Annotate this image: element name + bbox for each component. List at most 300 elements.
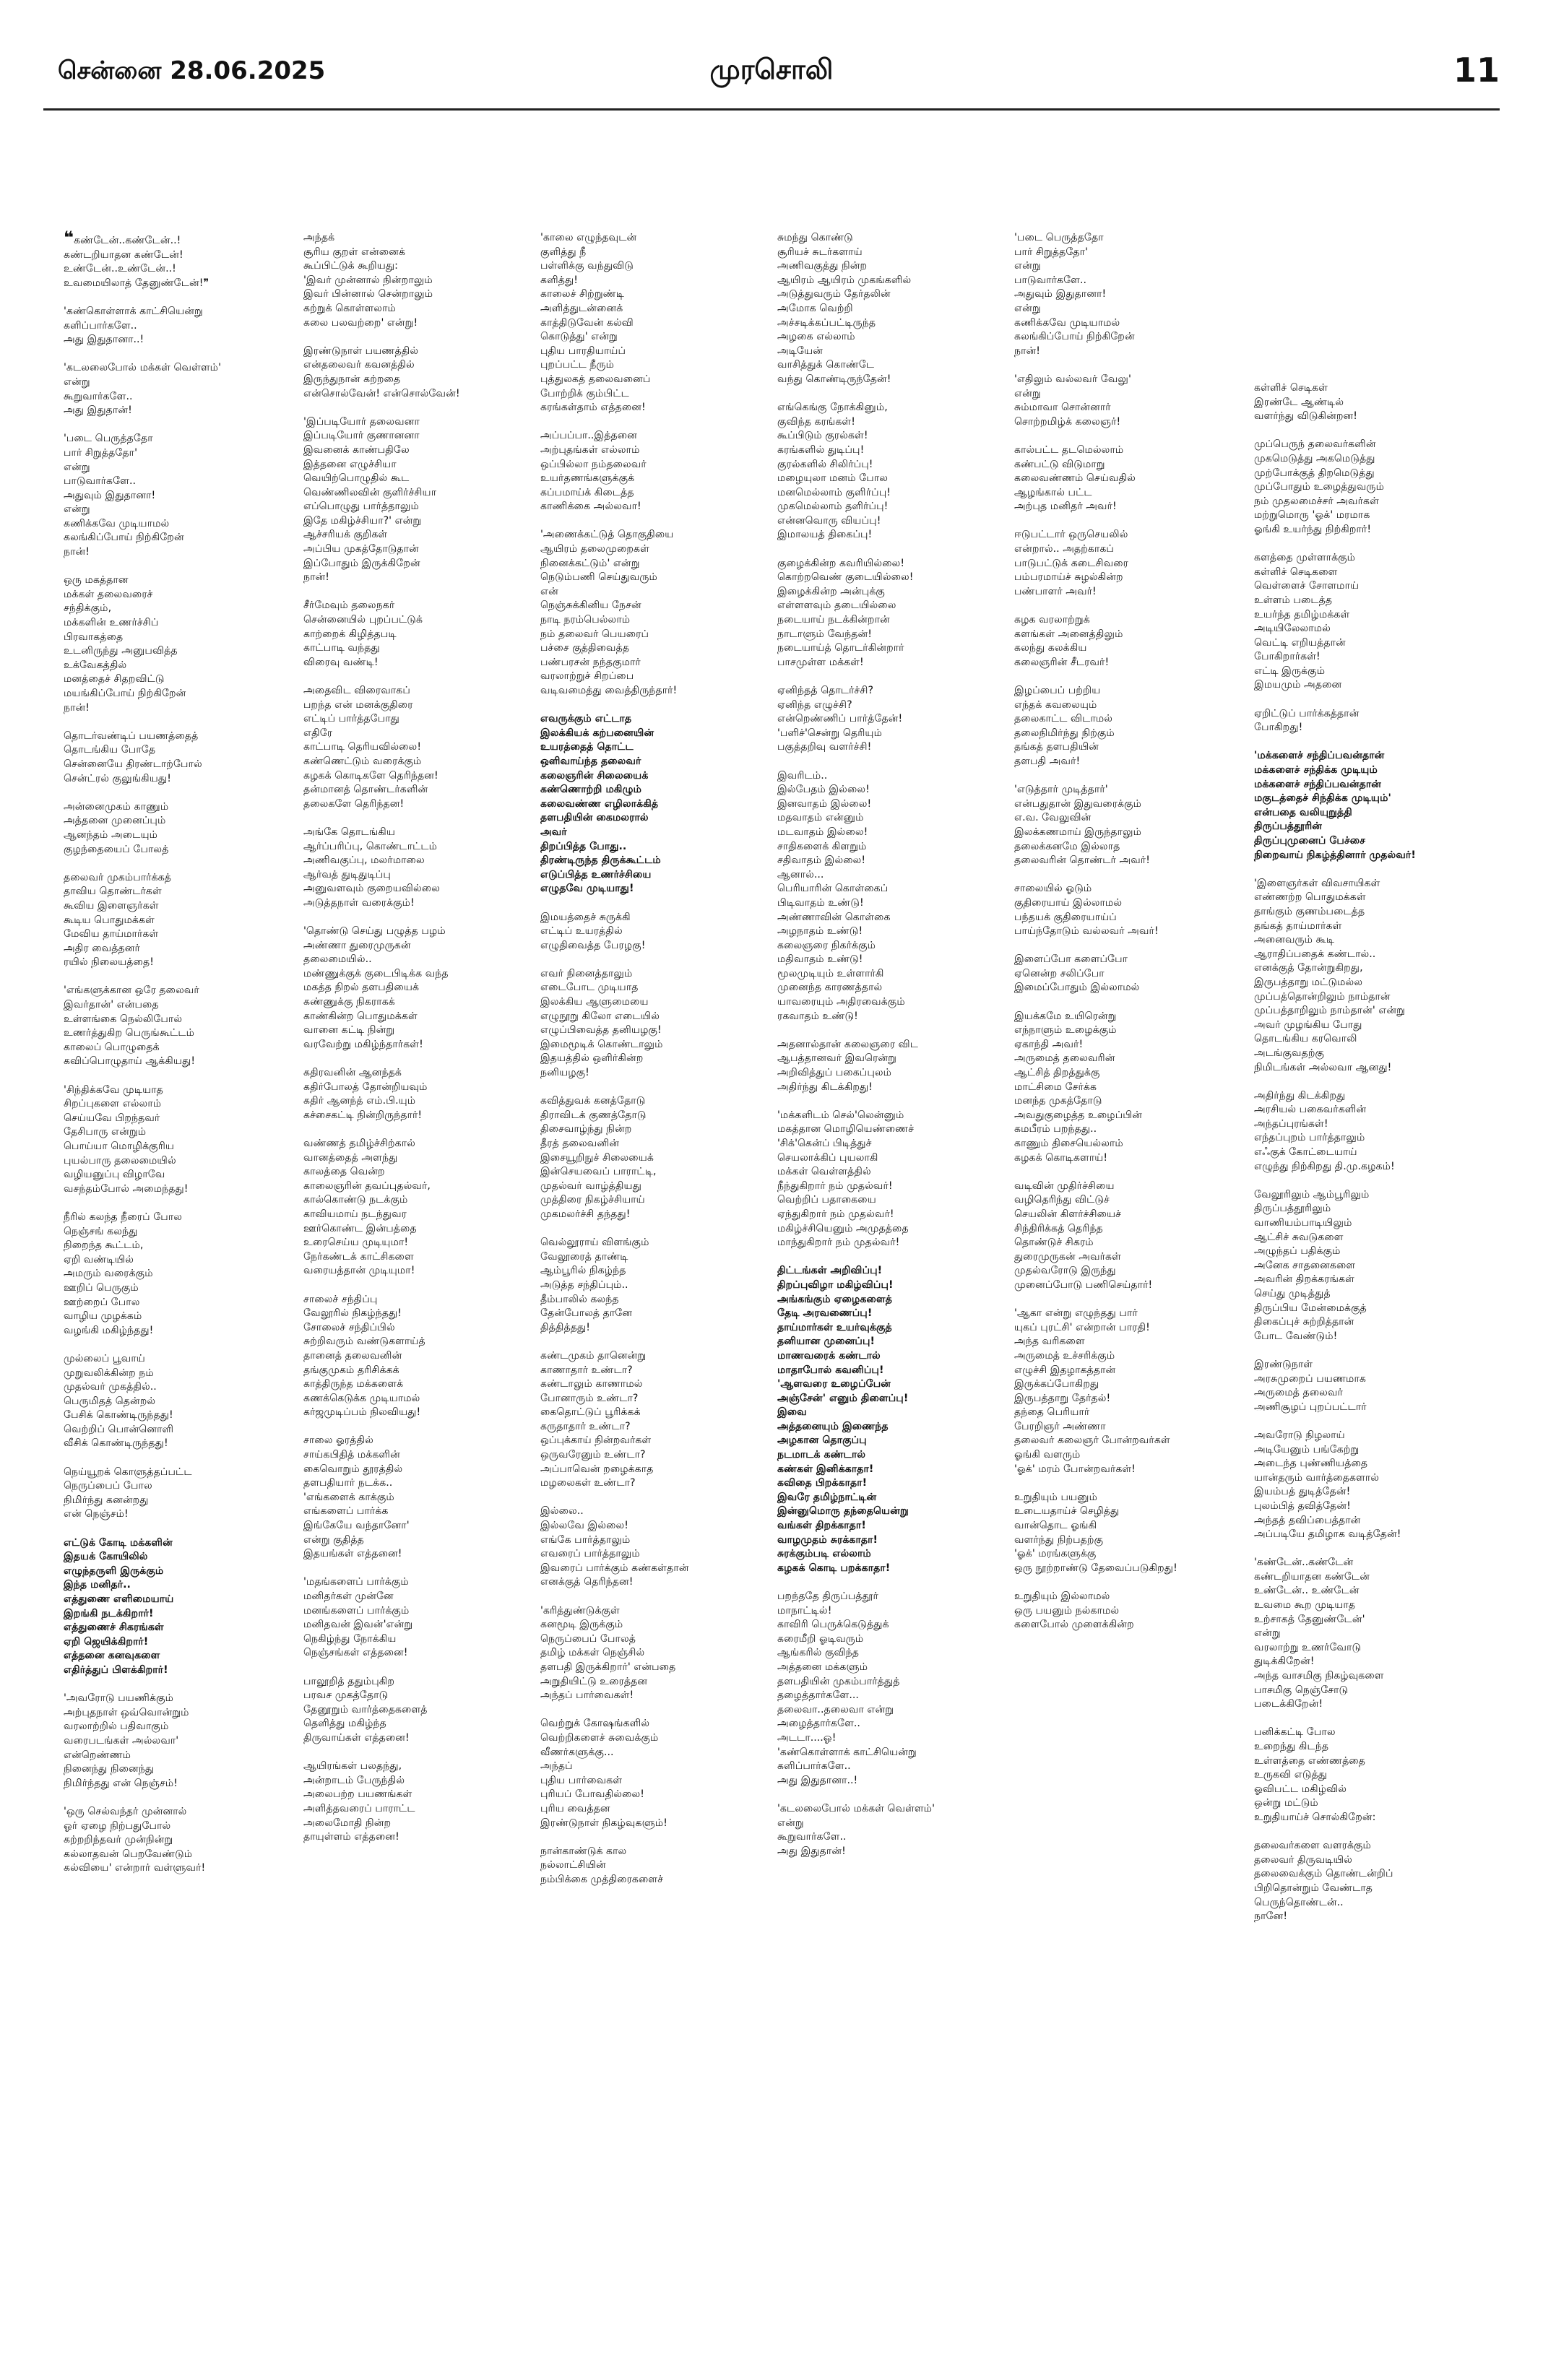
poem-line: வடிவின் முதிர்ச்சியை bbox=[1014, 1180, 1115, 1192]
poem-line: தளபதியின் முகம்பார்த்துத் bbox=[777, 1675, 900, 1687]
poem-line: திராவிடக் குணத்தோடு bbox=[540, 1109, 647, 1121]
poem-line: திருப்பத்தூரிலும் bbox=[1254, 1203, 1331, 1215]
poem-line: புதிய பார்வைகள் bbox=[540, 1774, 623, 1786]
poem-line: ஒரு மகத்தான bbox=[64, 574, 129, 587]
poem-stanza bbox=[1254, 1839, 1500, 1924]
poem-line: இதே மகிழ்ச்சியா?' என்று bbox=[303, 514, 422, 527]
poem-line: எனக்குத் தோன்றுகிறது, bbox=[1254, 962, 1363, 974]
poem-line: அரசியல் பகைவர்களின் bbox=[1254, 1104, 1367, 1116]
poem-line: வெள்ளைச் சோளமாய் bbox=[1254, 580, 1360, 592]
poem-line: நீரில் கலந்த நீரைப் போல bbox=[64, 1211, 183, 1223]
poem-stanza bbox=[64, 1083, 309, 1197]
poem-column-1 bbox=[64, 228, 309, 1890]
poem-line: என்று bbox=[1014, 302, 1041, 314]
poem-line: திறப்பித்த போது.. bbox=[540, 840, 627, 852]
poem-line: நாடாளும் வேந்தன்! bbox=[777, 628, 872, 640]
poem-line: எழுதவே முடியாது! bbox=[540, 883, 634, 895]
poem-line: இப்படியோர் குணானனா bbox=[303, 430, 420, 442]
poem-line: அண்ணா துரைமுருகன் bbox=[303, 939, 411, 951]
poem-line: என்று bbox=[777, 1817, 804, 1829]
poem-stanza bbox=[1254, 1089, 1500, 1174]
poem-line: ஓங்கி உயர்ந்து நிற்கிறார்! bbox=[1254, 523, 1372, 535]
poem-line: அறிவித்துப் பகைப்புலம் bbox=[777, 1067, 892, 1079]
poem-line: திருவாய்கள் எத்தனை! bbox=[303, 1731, 410, 1744]
poem-line: என்தலைவர் கவனத்தில் bbox=[303, 359, 415, 371]
poem-line: 'மதங்களைப் பார்க்கும் bbox=[303, 1576, 409, 1588]
poem-line: அடடா....ஓ! bbox=[777, 1731, 837, 1744]
poem-line: தலைவரின் தொண்டர் அவர்! bbox=[1014, 854, 1150, 867]
poem-line: அற்புதங்கள் எல்லாம் bbox=[540, 443, 640, 456]
poem-line: கள்ளிச் செடிகள் bbox=[1254, 382, 1328, 394]
poem-line: முத்திரை நிகழ்ச்சியாய் bbox=[540, 1194, 645, 1206]
poem-line: அந்தப் bbox=[540, 1760, 573, 1773]
poem-line: இதயக் கோயிலில் bbox=[64, 1551, 148, 1563]
poem-line: தனியான முனைப்பு! bbox=[777, 1336, 876, 1348]
poem-line: காத்திருந்த மக்களைக் bbox=[303, 1378, 404, 1390]
poem-line: கூப்பிட்டுக் கூறியது: bbox=[303, 260, 398, 272]
poem-line: வேலூரைத் தாண்டி bbox=[540, 1250, 628, 1263]
poem-line: வழியனுப்பு விழாவே bbox=[64, 1169, 165, 1181]
poem-line: அப்பப்பா..இத்தனை bbox=[540, 430, 637, 442]
poem-line: இத்தனை எழுச்சியா bbox=[303, 458, 397, 470]
poem-line: இளைப்போ களைப்போ bbox=[1014, 953, 1128, 966]
poem-line: சென்ட்ரல் குலுங்கியது! bbox=[64, 772, 171, 784]
poem-line: உறுதியும் பயனும் bbox=[1014, 1491, 1098, 1503]
poem-line: ஓர் ஏழை நிற்பதுபோல் bbox=[64, 1819, 171, 1832]
poem-line: களிப்பார்களே.. bbox=[777, 1760, 851, 1773]
poem-line: கைவொறும் தூரத்தில் bbox=[303, 1463, 403, 1475]
poem-line: அண்ணாவின் கொள்கை bbox=[777, 911, 891, 923]
poem-line: உக்வேகத்தில் bbox=[64, 659, 127, 671]
poem-line: வெற்றிப் பதாகையை bbox=[777, 1194, 876, 1206]
poem-line: எவரைப் பார்த்தாலும் bbox=[540, 1548, 640, 1560]
poem-stanza bbox=[1014, 1180, 1260, 1293]
poem-line: அடுத்த சந்திப்பும்.. bbox=[540, 1278, 628, 1291]
poem-line: நான்! bbox=[64, 546, 90, 558]
poem-line: அந்தக் bbox=[303, 232, 335, 243]
poem-line: முப்போதும் உழைத்துவரும் bbox=[1254, 481, 1384, 493]
poem-line: பம்பரமாய்ச் சுழல்கின்ற bbox=[1014, 571, 1123, 584]
poem-line: செயலின் கிளர்ச்சியைச் bbox=[1014, 1208, 1122, 1220]
poem-line: பாடுபட்டுக் கடைசிவரை bbox=[1014, 557, 1128, 569]
poem-line: எடைபோட முடியாத bbox=[540, 982, 639, 994]
poem-stanza bbox=[64, 432, 309, 559]
poem-line: கவிதை பிறக்காதா! bbox=[777, 1477, 868, 1489]
poem-stanza bbox=[1014, 783, 1260, 868]
poem-line: இனவாதம் இல்லை! bbox=[777, 797, 872, 810]
poem-line: திறப்புவிழா மகிழ்விப்பு! bbox=[777, 1278, 894, 1291]
poem-stanza bbox=[303, 599, 549, 670]
poem-line: இந்த மனிதர்.. bbox=[64, 1579, 131, 1591]
poem-line: 'ஒரு செல்வந்தர் முன்னால் bbox=[64, 1805, 187, 1817]
poem-line: அத்தனை முனைப்பும் bbox=[64, 815, 166, 827]
poem-stanza bbox=[1014, 953, 1260, 995]
poem-line: நம் தலைவர் பெயரைப் bbox=[540, 628, 649, 640]
poem-line: என்று குதித்த bbox=[303, 1533, 364, 1546]
poem-line: எழுச்சி இதழாகத்தான் bbox=[1014, 1364, 1116, 1376]
poem-stanza bbox=[64, 984, 309, 1069]
poem-line: ஏனென்ற சலிப்போ bbox=[1014, 967, 1105, 979]
poem-line: அறுதியிட்டு உரைத்தன bbox=[540, 1675, 648, 1687]
poem-line: எதிர்த்துப் பிளக்கிறார்! bbox=[64, 1663, 168, 1676]
poem-line: கலைஞரை நிகர்க்கும் bbox=[777, 939, 876, 951]
poem-line: இழைக்கின்ற அன்புக்கு bbox=[777, 585, 885, 597]
poem-line: உரைசெய்ய முடியுமா! bbox=[303, 1237, 409, 1249]
poem-line: பச்சை குத்திவைத்த bbox=[540, 642, 630, 654]
poem-line: எழுந்தருளி இருக்கும் bbox=[64, 1565, 164, 1577]
poem-line: கரங்கள்தாம் எத்தனை! bbox=[540, 402, 646, 414]
poem-line: வெற்றிப் பொன்னொளி bbox=[64, 1423, 174, 1435]
poem-line: களைபோல் முளைக்கின்ற bbox=[1014, 1619, 1134, 1631]
poem-line: அதிர்ந்து கிடக்கிறது bbox=[1254, 1089, 1346, 1102]
poem-line: மாட்சிமை சேர்க்க bbox=[1014, 1081, 1097, 1093]
poem-line: ஊற்றைப் போல bbox=[64, 1296, 140, 1308]
poem-line: ஒரு நூற்றாண்டு தேவைப்படுகிறது! bbox=[1014, 1562, 1177, 1574]
poem-stanza bbox=[777, 1038, 1023, 1094]
poem-line: அஞ்சேன்' எனும் திளைப்பு! bbox=[777, 1392, 909, 1404]
poem-stanza bbox=[1254, 749, 1500, 862]
poem-line: யுகப் புரட்சி' என்றான் பாரதி! bbox=[1014, 1321, 1150, 1333]
poem-line: இன்செயவைப் பாராட்டி, bbox=[540, 1166, 657, 1178]
poem-line: கவிப்பொழுதாய் ஆக்கியது! bbox=[64, 1055, 196, 1068]
poem-line: இரண்டே ஆண்டில் bbox=[1254, 396, 1344, 408]
poem-stanza bbox=[1254, 551, 1500, 693]
poem-line: ஊறிப் பெருகும் bbox=[64, 1281, 139, 1294]
page-number: 11 bbox=[1453, 51, 1500, 90]
poem-line: அழகை எல்லாம் bbox=[777, 331, 855, 343]
poem-line: ஆபத்தானவர் இவரென்று bbox=[777, 1052, 897, 1065]
poem-stanza bbox=[64, 1805, 309, 1876]
poem-line: கல்வியை' என்றார் வள்ளுவர்! bbox=[64, 1862, 206, 1874]
poem-line: செய்யவே பிறந்தவர் bbox=[64, 1112, 160, 1124]
poem-stanza bbox=[1014, 231, 1260, 358]
poem-line: ஆம்பூரில் நிகழ்ந்த bbox=[540, 1265, 626, 1277]
poem-column-3 bbox=[540, 231, 786, 1901]
poem-line: அதுவும் இதுதானா! bbox=[1014, 288, 1107, 300]
poem-line: சாலை ஓரத்தில் bbox=[303, 1435, 373, 1447]
poem-line: அது இதுதான்! bbox=[64, 404, 132, 417]
poem-line: நான்! bbox=[64, 701, 90, 714]
poem-line: கதிரவனின் ஆனந்தக் bbox=[303, 1067, 402, 1079]
poem-line: கழகக் கொடிகளாய்! bbox=[1014, 1151, 1108, 1164]
poem-stanza bbox=[777, 769, 1023, 1024]
poem-line: பள்ளிக்கு வந்துவிடு bbox=[540, 260, 634, 272]
poem-column-6 bbox=[1254, 381, 1500, 1938]
poem-line: கண்டாலும் காணாமல் bbox=[540, 1378, 643, 1390]
poem-line: பெருந்தொண்டன்.. bbox=[1254, 1896, 1344, 1908]
poem-line: ஆழங்கால் பட்ட bbox=[1014, 486, 1092, 498]
poem-line: முகமெடுத்து அகமெடுத்து bbox=[1254, 452, 1375, 464]
poem-line: குழைக்கின்ற கவரியில்லை! bbox=[777, 557, 905, 569]
poem-line: தீம்பாலில் கலந்த bbox=[540, 1293, 619, 1305]
poem-stanza bbox=[1254, 707, 1500, 735]
poem-line: தேசிபாரு என்றும் bbox=[64, 1126, 147, 1138]
poem-line: ஈடுபட்டார் ஒருசெயலில் bbox=[1014, 529, 1128, 541]
poem-line: 'மக்களைச் சந்திப்பவன்தான் bbox=[1254, 750, 1385, 762]
poem-line: துடிக்கிறேன்! bbox=[1254, 1656, 1315, 1668]
poem-line: கால்பட்ட தடமெல்லாம் bbox=[1014, 443, 1124, 456]
poem-line: 'சிந்திக்கவே முடியாத bbox=[64, 1083, 163, 1096]
poem-stanza bbox=[303, 1434, 549, 1561]
poem-line: தாங்கும் குணம்படைத்த bbox=[1254, 905, 1365, 917]
poem-line: தளபதியின் கைமலரால் bbox=[540, 812, 649, 824]
poem-stanza bbox=[1014, 528, 1260, 599]
poem-line: அழநாதம் உண்டு! bbox=[777, 925, 863, 938]
poem-line: பெரியாரின் கொள்கைப் bbox=[777, 883, 889, 895]
poem-line: நிமிர்ந்தது என் நெஞ்சம்! bbox=[64, 1777, 178, 1789]
poem-line: கண்பட்டு விடுமாறு bbox=[1014, 458, 1105, 470]
poem-stanza bbox=[64, 1211, 309, 1338]
poem-line: பொய்யா மொழிக்குரிய bbox=[64, 1141, 175, 1152]
poem-line: சாய்கபிதித் மக்களின் bbox=[303, 1449, 400, 1461]
poem-line: களங்கள் அனைத்திலும் bbox=[1014, 628, 1123, 640]
poem-stanza bbox=[777, 557, 1023, 670]
poem-line: 'அணைக்கட்டுத் தொகுதியை bbox=[540, 529, 674, 541]
poem-line: கொற்றவெண் குடையில்லை! bbox=[777, 571, 914, 584]
poem-line: 'இளைஞர்கள் விவசாயிகள் bbox=[1254, 877, 1380, 889]
poem-line: எத்தனை கனவுகளை bbox=[64, 1650, 160, 1662]
poem-line: உடனிருந்து அனுபவித்த bbox=[64, 645, 178, 657]
poem-line: மழலைகள் உண்டா? bbox=[540, 1477, 636, 1489]
poem-line: என்னவொரு வியப்பு! bbox=[777, 514, 881, 527]
poem-line: 'எங்களைக் காக்கும் bbox=[303, 1491, 394, 1503]
poem-line: 'படை பெருத்ததோ bbox=[1014, 232, 1104, 243]
poem-line: குளித்து நீ bbox=[540, 246, 587, 258]
poem-line: ஏந்துகிறார் நம் முதல்வர்! bbox=[777, 1208, 894, 1220]
poem-stanza bbox=[777, 1109, 1023, 1250]
poem-line: உவமை கூற முடியாத bbox=[1254, 1599, 1356, 1611]
poem-line: சூரிய குறள் என்னைக் bbox=[303, 246, 406, 258]
poem-line: மாதாபோல் கவனிப்பு! bbox=[777, 1364, 884, 1376]
poem-line: களிப்பார்களே.. bbox=[64, 319, 137, 332]
poem-stanza bbox=[1254, 1188, 1500, 1344]
poem-line: பாய்ந்தோடும் வல்லவர் அவர்! bbox=[1014, 925, 1159, 938]
poem-stanza bbox=[1254, 877, 1500, 1075]
poem-line: போனாரும் உண்டா? bbox=[540, 1392, 639, 1404]
poem-line: வீசிக் கொண்டிருந்தது! bbox=[64, 1437, 168, 1450]
poem-column-5 bbox=[1014, 231, 1260, 1646]
poem-line: தொடங்கிய போதே bbox=[64, 744, 156, 756]
poem-line: அச்சடிக்கப்பட்டிருந்த bbox=[777, 316, 876, 329]
poem-line: களத்தை முள்ளாக்கும் bbox=[1254, 552, 1356, 564]
poem-line: தளபதியார் நடக்க.. bbox=[303, 1477, 393, 1489]
poem-line: நான்காண்டுக் கால bbox=[540, 1845, 627, 1857]
poem-line: கருதாதார் உண்டா? bbox=[540, 1420, 631, 1432]
poem-line: அவரின் திறக்கரங்கள் bbox=[1254, 1273, 1354, 1286]
poem-line: எட்டுக் கோடி மக்களின் bbox=[64, 1536, 173, 1549]
poem-line: அலைமோதி நின்ற bbox=[303, 1817, 392, 1829]
poem-line: முனைந்த காரணத்தால் bbox=[777, 982, 883, 994]
poem-line: நானே! bbox=[1254, 1911, 1288, 1923]
poem-line: இருக்கப்போகிறது bbox=[1014, 1378, 1099, 1390]
poem-line: நான்! bbox=[1014, 345, 1040, 357]
poem-stanza bbox=[64, 1692, 309, 1791]
poem-line: ஏறி ஜெயிக்கிறார்! bbox=[64, 1635, 149, 1648]
poem-line: சந்திக்கும், bbox=[64, 602, 112, 615]
poem-stanza bbox=[540, 429, 786, 514]
poem-line: கமபீரம் பறந்தது.. bbox=[1014, 1123, 1097, 1135]
poem-line: மக்கள் தலைவரைச் bbox=[64, 588, 153, 600]
poem-line: காட்பாடி தெரியவில்லை! bbox=[303, 741, 422, 753]
poem-line: ஆயிரங்கள் பலதந்து, bbox=[303, 1760, 402, 1773]
poem-line: போகிறது! bbox=[1254, 722, 1303, 734]
poem-line: அடியேனும் பங்கேற்று bbox=[1254, 1443, 1360, 1455]
poem-line: மனமெல்லாம் குளிர்ப்பு! bbox=[777, 486, 891, 498]
poem-line: எடுப்பித்த உணர்ச்சியை bbox=[540, 868, 652, 880]
poem-line: இமயத்தைச் சுருக்கி bbox=[540, 911, 631, 923]
poem-line: உள்ளத்தை எண்ணத்தை bbox=[1254, 1754, 1365, 1767]
poem-line: எட்டி இருக்கும் bbox=[1254, 665, 1326, 677]
poem-line: வரலாற்றில் பதிவாகும் bbox=[64, 1721, 169, 1733]
poem-line: அங்கே தொடங்கிய bbox=[303, 826, 396, 838]
poem-line: எந்தக் கவலையும் bbox=[1014, 698, 1097, 711]
poem-line: வரையத்தான் முடியுமா! bbox=[303, 1265, 415, 1277]
poem-line: மகத்த நிறல் தளபதியைக் bbox=[303, 982, 420, 994]
poem-line: பனிக்கட்டி போல bbox=[1254, 1726, 1336, 1739]
poem-line: குரல்களில் சிலிர்ப்பு! bbox=[777, 458, 873, 470]
poem-line: கண்டமுகம் தானென்று bbox=[540, 1349, 647, 1362]
poem-line: கர்ஜமுடிப்பம் நிலவியது! bbox=[303, 1406, 421, 1419]
poem-line: அந்தப் பார்வைகள்! bbox=[540, 1689, 634, 1702]
poem-line: அடைந்த புண்ணியத்தை bbox=[1254, 1458, 1368, 1470]
poem-line: அவதுகுழைத்த உழைப்பின் bbox=[1014, 1109, 1142, 1121]
poem-line: யாவரையும் அதிரவைக்கும் bbox=[777, 996, 905, 1008]
poem-stanza bbox=[303, 345, 549, 401]
poem-line: இவரிடம்.. bbox=[777, 769, 828, 782]
poem-line: என்று bbox=[1014, 260, 1041, 272]
poem-line: 'எடுத்தார் முடித்தார்' bbox=[1014, 784, 1108, 796]
poem-line: அது இதுதானா..! bbox=[64, 334, 144, 346]
poem-line: தாய்மார்கள் உயர்வுக்குத் bbox=[777, 1321, 892, 1333]
poem-line: முறுவலிக்கின்ற நம் bbox=[64, 1367, 154, 1379]
poem-line: இலக்கியக் கற்பனையின் bbox=[540, 727, 654, 739]
poem-line: முல்லைப் பூவாய் bbox=[64, 1352, 145, 1364]
poem-line: அந்தப்புரங்கள்! bbox=[1254, 1117, 1328, 1130]
poem-line: தலைமையில்.. bbox=[303, 953, 372, 966]
poem-line: இதயங்கள் எத்தனை! bbox=[303, 1548, 402, 1560]
poem-stanza bbox=[64, 228, 309, 290]
poem-stanza bbox=[1014, 373, 1260, 429]
poem-line: ஆராதிப்பதைக் கண்டால்.. bbox=[1254, 948, 1376, 960]
poem-line: இரண்டுநாள் bbox=[1254, 1358, 1313, 1370]
poem-line: வெற்றுக் கோஷங்களில் bbox=[540, 1718, 650, 1730]
poem-line: தெளித்து மகிழ்ந்த bbox=[303, 1718, 386, 1730]
poem-line: புறப்பட்ட நீரும் bbox=[540, 359, 615, 371]
poem-line: வளர்ந்து விடுகின்றன! bbox=[1254, 410, 1357, 423]
poem-line: வெற்றிகளைச் சுவைக்கும் bbox=[540, 1731, 659, 1744]
poem-line: ஆர்ப்பரிப்பு, கொண்டாட்டம் bbox=[303, 840, 438, 852]
poem-line: வானை கட்டி நின்று bbox=[303, 1024, 395, 1037]
poem-line: 'ஆளவரை உழைப்பேன் bbox=[777, 1378, 891, 1390]
poem-line: நெடும்பணி செய்துவரும் bbox=[540, 571, 657, 584]
poem-line: எவருக்கும் எட்டாத bbox=[540, 713, 632, 725]
poem-stanza bbox=[64, 1352, 309, 1451]
poem-stanza bbox=[64, 361, 309, 417]
poem-line: காணாதார் உண்டா? bbox=[540, 1364, 633, 1376]
poem-stanza bbox=[64, 1536, 309, 1678]
poem-line: மற்றுமொரு 'ஓக்' மரமாக bbox=[1254, 509, 1370, 522]
poem-line: பார் சிறுத்ததோ' bbox=[64, 446, 137, 459]
poem-line: நிறைவாய் நிகழ்த்தினார் முதல்வர்! bbox=[1254, 849, 1416, 861]
poem-line: 'இப்படியோர் தலைவனா bbox=[303, 415, 420, 428]
poem-line: வாழிய முழக்கம் bbox=[64, 1310, 142, 1323]
poem-line: வந்து கொண்டிருந்தேன்! bbox=[777, 373, 891, 385]
poem-line: உண்டேன்.. உண்டேன் bbox=[1254, 1585, 1360, 1597]
poem-line: குழந்தையைப் போலத் bbox=[64, 843, 169, 855]
poem-line: இவனைக் காண்பதிலே bbox=[303, 443, 410, 456]
poem-line: வழங்கி மகிழ்ந்தது! bbox=[64, 1324, 154, 1336]
poem-line: இசையூறிநுச் சிலையைக் bbox=[540, 1151, 654, 1164]
poem-line: பரவச முகத்தோடு bbox=[303, 1689, 389, 1702]
poem-line: நிமிர்ந்து கனன்றது bbox=[64, 1494, 149, 1506]
poem-line: பகுத்தறிவு வளர்ச்சி! bbox=[777, 741, 872, 753]
poem-stanza bbox=[777, 231, 1023, 387]
poem-line: தங்குமுகம் தரிசிக்கக் bbox=[303, 1364, 399, 1376]
poem-line: பேரறிஞர் அண்ணா bbox=[1014, 1420, 1106, 1432]
poem-line: குதிரையாய் இல்லாமல் bbox=[1014, 896, 1123, 909]
poem-stanza bbox=[540, 1094, 786, 1221]
poem-line: இலக்கிய ஆளுமையை bbox=[540, 996, 649, 1008]
poem-line: முப்பத்தொன்றிலும் நாம்தான் bbox=[1254, 990, 1391, 1003]
poem-line: அப்படியே தமிழாக வடித்தேன்! bbox=[1254, 1528, 1401, 1541]
poem-line: இன்னுமொரு தந்தையென்று bbox=[777, 1505, 909, 1518]
poem-line: உயர்தணங்களுக்குக் bbox=[540, 472, 635, 485]
poem-line: சதிவாதம் இல்லை! bbox=[777, 854, 866, 867]
poem-line: வசந்தம்போல் அமைந்தது! bbox=[64, 1182, 189, 1195]
poem-line: ஒருவரேனும் உண்டா? bbox=[540, 1449, 646, 1461]
poem-line: தீரத் தலைவனின் bbox=[540, 1138, 620, 1149]
poem-line: கப்பமாய்க் கிடைத்த bbox=[540, 486, 634, 498]
poem-line: எழுப்பிவைத்த தனியழகு! bbox=[540, 1024, 662, 1037]
poem-line: கண்ணெட்டும் வரைக்கும் bbox=[303, 755, 422, 767]
poem-line: மேவிய தாய்மார்கள் bbox=[64, 928, 159, 940]
poem-line: இங்கேயே வந்தானோ' bbox=[303, 1520, 410, 1532]
poem-line: வெல்லூராய் விளங்கும் bbox=[540, 1237, 649, 1249]
poem-stanza bbox=[64, 1466, 309, 1522]
poem-line: இருபத்தாறு மட்டுமல்ல bbox=[1254, 976, 1363, 988]
poem-line: குவிந்த கரங்கள்! bbox=[777, 415, 855, 428]
poem-line: கண்ணொற்றி மகிழும் bbox=[540, 784, 642, 796]
poem-line: இமாலயத் திகைப்பு! bbox=[777, 529, 873, 541]
poem-line: அணிசூழப் புறப்பட்டார் bbox=[1254, 1401, 1367, 1413]
poem-line: என்பதை வலியுறுத்தி bbox=[1254, 806, 1352, 818]
poem-line: கண்டறியாதன கண்டேன்! bbox=[64, 248, 183, 261]
poem-line: நாடி நரம்பெல்லாம் bbox=[540, 614, 631, 626]
poem-line: காத்திடுவேன் கல்வி bbox=[540, 316, 634, 329]
poem-line: அந்த வரிகளை bbox=[1014, 1336, 1085, 1348]
poem-line: செயலாக்கிப் புயலாகி bbox=[777, 1151, 878, 1164]
poem-line: உறுதியாய்ச் சொல்கிறேன்: bbox=[1254, 1811, 1376, 1823]
poem-line: வாணியம்பாடியிலும் bbox=[1254, 1217, 1352, 1229]
poem-line: கழகக் கொடி பறக்காதா! bbox=[777, 1562, 891, 1574]
poem-line: சுரக்கும்படி எல்லாம் bbox=[777, 1548, 871, 1560]
poem-line: அன்றாடம் பேருந்தில் bbox=[303, 1774, 405, 1786]
poem-line: ஆர்வத் துடிதுடிப்பு bbox=[303, 868, 391, 880]
poem-line: சிறப்புகளை எல்லாம் bbox=[64, 1098, 162, 1110]
poem-line: திரண்டிருந்த திருக்கூட்டம் bbox=[540, 854, 661, 867]
poem-line: அடுத்தநாள் வரைக்கும்! bbox=[303, 896, 415, 909]
poem-line: அது இதுதானா..! bbox=[777, 1774, 858, 1786]
poem-stanza bbox=[64, 800, 309, 857]
poem-line: ஆயிரம் தலைமுறைகள் bbox=[540, 543, 649, 555]
poem-line: வானத்தைத் அளந்து bbox=[303, 1151, 398, 1164]
poem-line: வழிதெரிந்து விட்டுச் bbox=[1014, 1194, 1110, 1206]
poem-line: முதல்வர் முகத்தில்.. bbox=[64, 1381, 157, 1393]
poem-line: மக்களைச் சந்திப்பவன்தான் bbox=[1254, 778, 1382, 790]
poem-line: 'அவரோடு பயணிக்கும் bbox=[64, 1692, 174, 1705]
poem-line: மக்களின் உணர்ச்சிப் bbox=[64, 617, 159, 629]
poem-stanza bbox=[777, 1802, 1023, 1858]
